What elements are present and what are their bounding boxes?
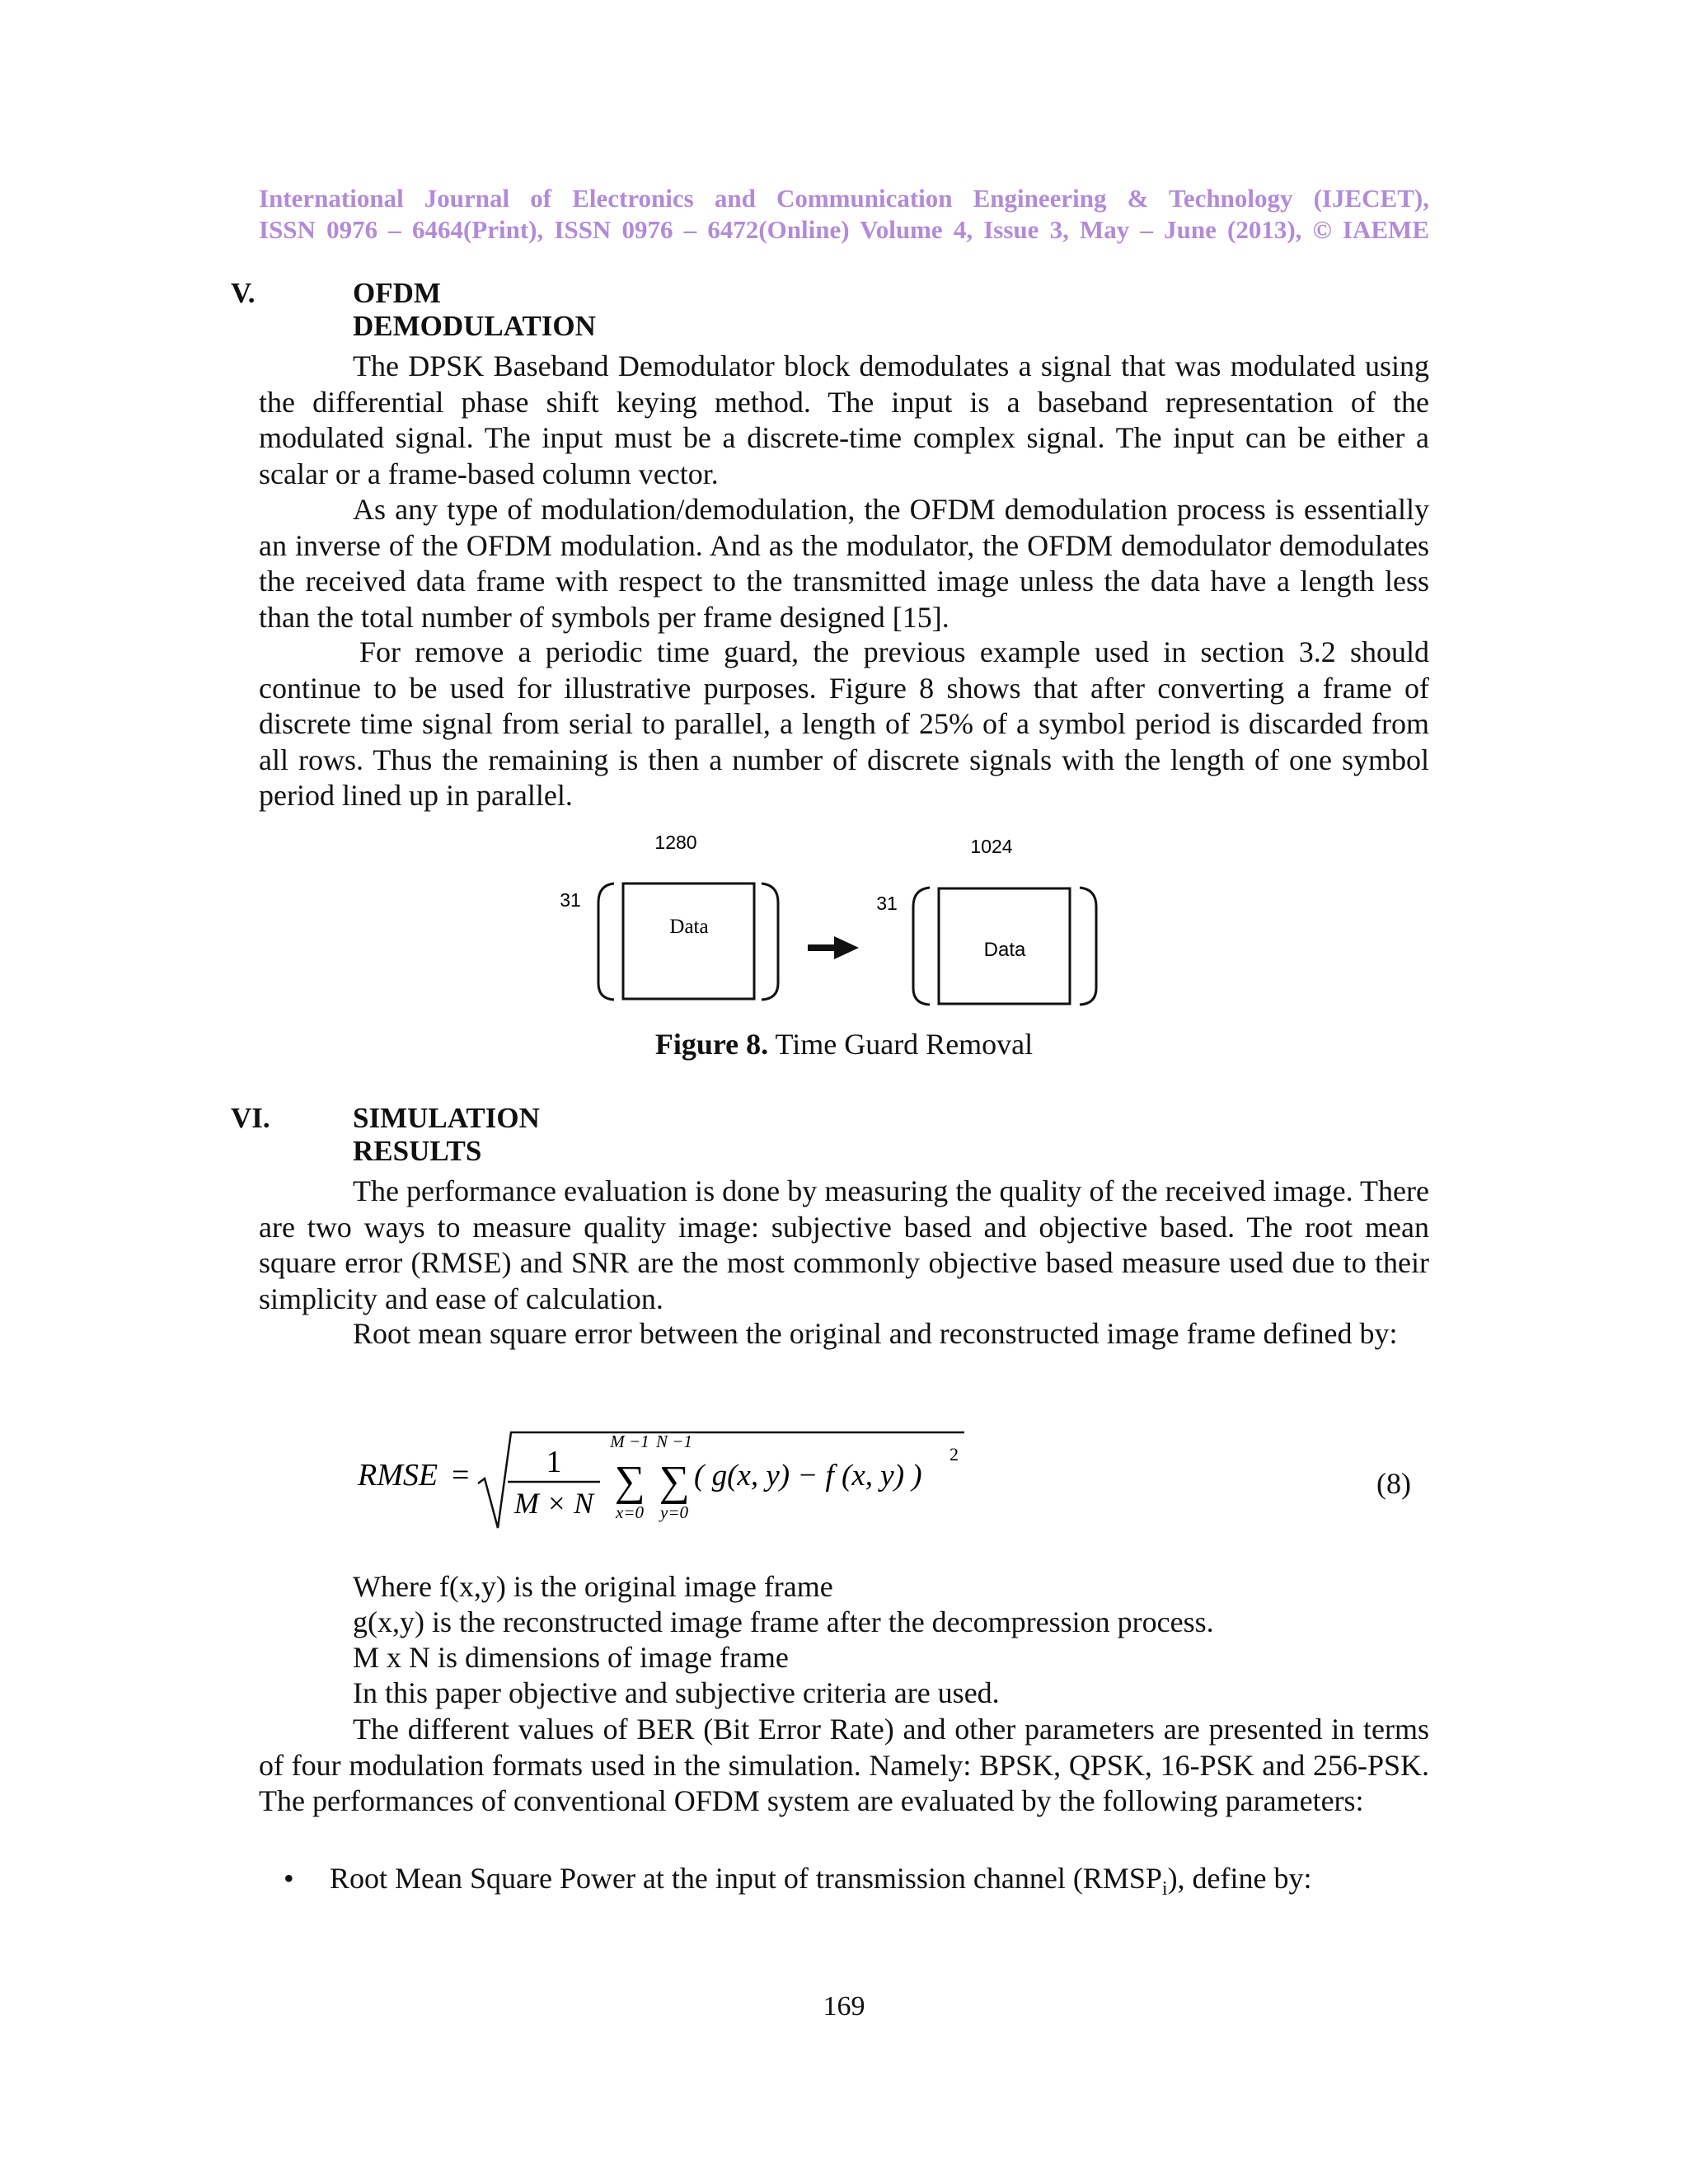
equation-term: ( g(x, y) − f (x, y) ) bbox=[694, 1459, 922, 1493]
bullet-icon: • bbox=[284, 1862, 294, 1895]
definition-line-1: Where f(x,y) is the original image frame bbox=[353, 1570, 833, 1603]
page-number: 169 bbox=[823, 1991, 865, 2022]
bullet-text-main: Root Mean Square Power at the input of transmission channel (RMSP bbox=[330, 1862, 1162, 1895]
section-6-number: VI. bbox=[231, 1102, 270, 1134]
left-close-bracket bbox=[762, 883, 778, 1000]
section-5-number: V. bbox=[231, 277, 256, 309]
figure-8-caption-text: Time Guard Removal bbox=[768, 1028, 1034, 1061]
right-close-bracket bbox=[1080, 888, 1096, 1005]
right-data-label: Data bbox=[983, 939, 1026, 961]
figure-8-caption bbox=[0, 1027, 1688, 1062]
right-height-label: 31 bbox=[876, 893, 898, 914]
equation-equals: = bbox=[452, 1458, 470, 1493]
left-width-label: 1280 bbox=[654, 832, 697, 853]
section-6-paragraph-3: The different values of BER (Bit Error Rate) and other parameters are presented in terms of four modulation formats used in the simulation. Namely: BPSK, QPSK, 16-PSK and 256-PSK. The performances of conventional OFDM system are evaluated by the following parameters: bbox=[259, 1713, 1429, 1817]
equation-number: (8) bbox=[1376, 1467, 1411, 1500]
equation-lhs: RMSE bbox=[358, 1458, 438, 1493]
section-5-title: OFDM DEMODULATION bbox=[353, 277, 596, 342]
sum1-lower-limit: x=0 bbox=[616, 1502, 644, 1522]
left-height-label: 31 bbox=[560, 889, 581, 911]
definition-line-3: M x N is dimensions of image frame bbox=[353, 1641, 789, 1674]
arrow-right-icon bbox=[808, 936, 859, 959]
section-5-paragraph-2: As any type of modulation/demodulation, the OFDM demodulation process is essentially an inverse of the OFDM modulation. And as the modulator, the OFDM demodulator demodulates the received data frame with respect to the transmitted image unless the data have a length less than the total number of symbols per frame designed [15]. bbox=[259, 493, 1429, 634]
section-6-paragraph-2: Root mean square error between the original and reconstructed image frame defined by: bbox=[353, 1317, 1398, 1350]
rmse-equation bbox=[346, 1426, 989, 1541]
right-open-bracket bbox=[913, 888, 930, 1005]
journal-header-line1: International Journal of Electronics and Communication Engineering & Technology (IJECET), bbox=[259, 184, 1429, 213]
definition-line-4: In this paper objective and subjective criteria are used. bbox=[353, 1676, 1000, 1709]
sum1-upper-limit: M −1 bbox=[610, 1432, 649, 1451]
sum2-upper-limit: N −1 bbox=[656, 1432, 692, 1451]
journal-header-line2: ISSN 0976 – 6464(Print), ISSN 0976 – 6472(Online) Volume 4, Issue 3, May – June (2013), © IAEME bbox=[259, 215, 1429, 244]
bullet-text-end: ), define by: bbox=[1167, 1862, 1312, 1895]
sum2-symbol: ∑ bbox=[659, 1458, 690, 1505]
left-data-box bbox=[623, 883, 754, 999]
equation-exponent: 2 bbox=[950, 1444, 959, 1465]
left-open-bracket bbox=[598, 883, 614, 1000]
bullet-subscript: i bbox=[1161, 1878, 1168, 1900]
section-6-title: SIMULATION RESULTS bbox=[353, 1102, 540, 1167]
sum1-symbol: ∑ bbox=[614, 1458, 645, 1505]
figure-8-caption-label: Figure 8. bbox=[654, 1028, 769, 1061]
left-data-label: Data bbox=[669, 916, 709, 938]
section-5-paragraph-1: The DPSK Baseband Demodulator block demodulates a signal that was modulated using the differential phase shift keying method. The input is a baseband representation of the modulated signal. The input must be a discrete-time complex signal. The input can be either a scalar or a frame-based column vector. bbox=[259, 349, 1429, 490]
definition-line-2: g(x,y) is the reconstructed image frame after the decompression process. bbox=[353, 1605, 1214, 1638]
section-6-paragraph-1: The performance evaluation is done by measuring the quality of the received image. There are two ways to measure quality image: subjective based and objective based. The root mean square error (RMSE) and SNR are the most commonly objective based measure used due to their simplicity and ease of calculation. bbox=[259, 1174, 1429, 1315]
sum2-lower-limit: y=0 bbox=[660, 1502, 688, 1522]
fraction-numerator: 1 bbox=[546, 1445, 562, 1479]
section-5-paragraph-3: For remove a periodic time guard, the previous example used in section 3.2 should continue to be used for illustrative purposes. Figure 8 shows that after converting a frame of discrete time signal from serial to parallel, a length of 25% of a symbol period is discarded from all rows. Thus the remaining is then a number of discrete signals with the length of one symbol period lined up in parallel. bbox=[259, 635, 1429, 812]
fraction-denominator: M × N bbox=[513, 1487, 594, 1520]
right-width-label: 1024 bbox=[970, 836, 1013, 857]
bullet-text bbox=[330, 1861, 1312, 1908]
figure-8-diagram bbox=[0, 0, 1688, 1071]
